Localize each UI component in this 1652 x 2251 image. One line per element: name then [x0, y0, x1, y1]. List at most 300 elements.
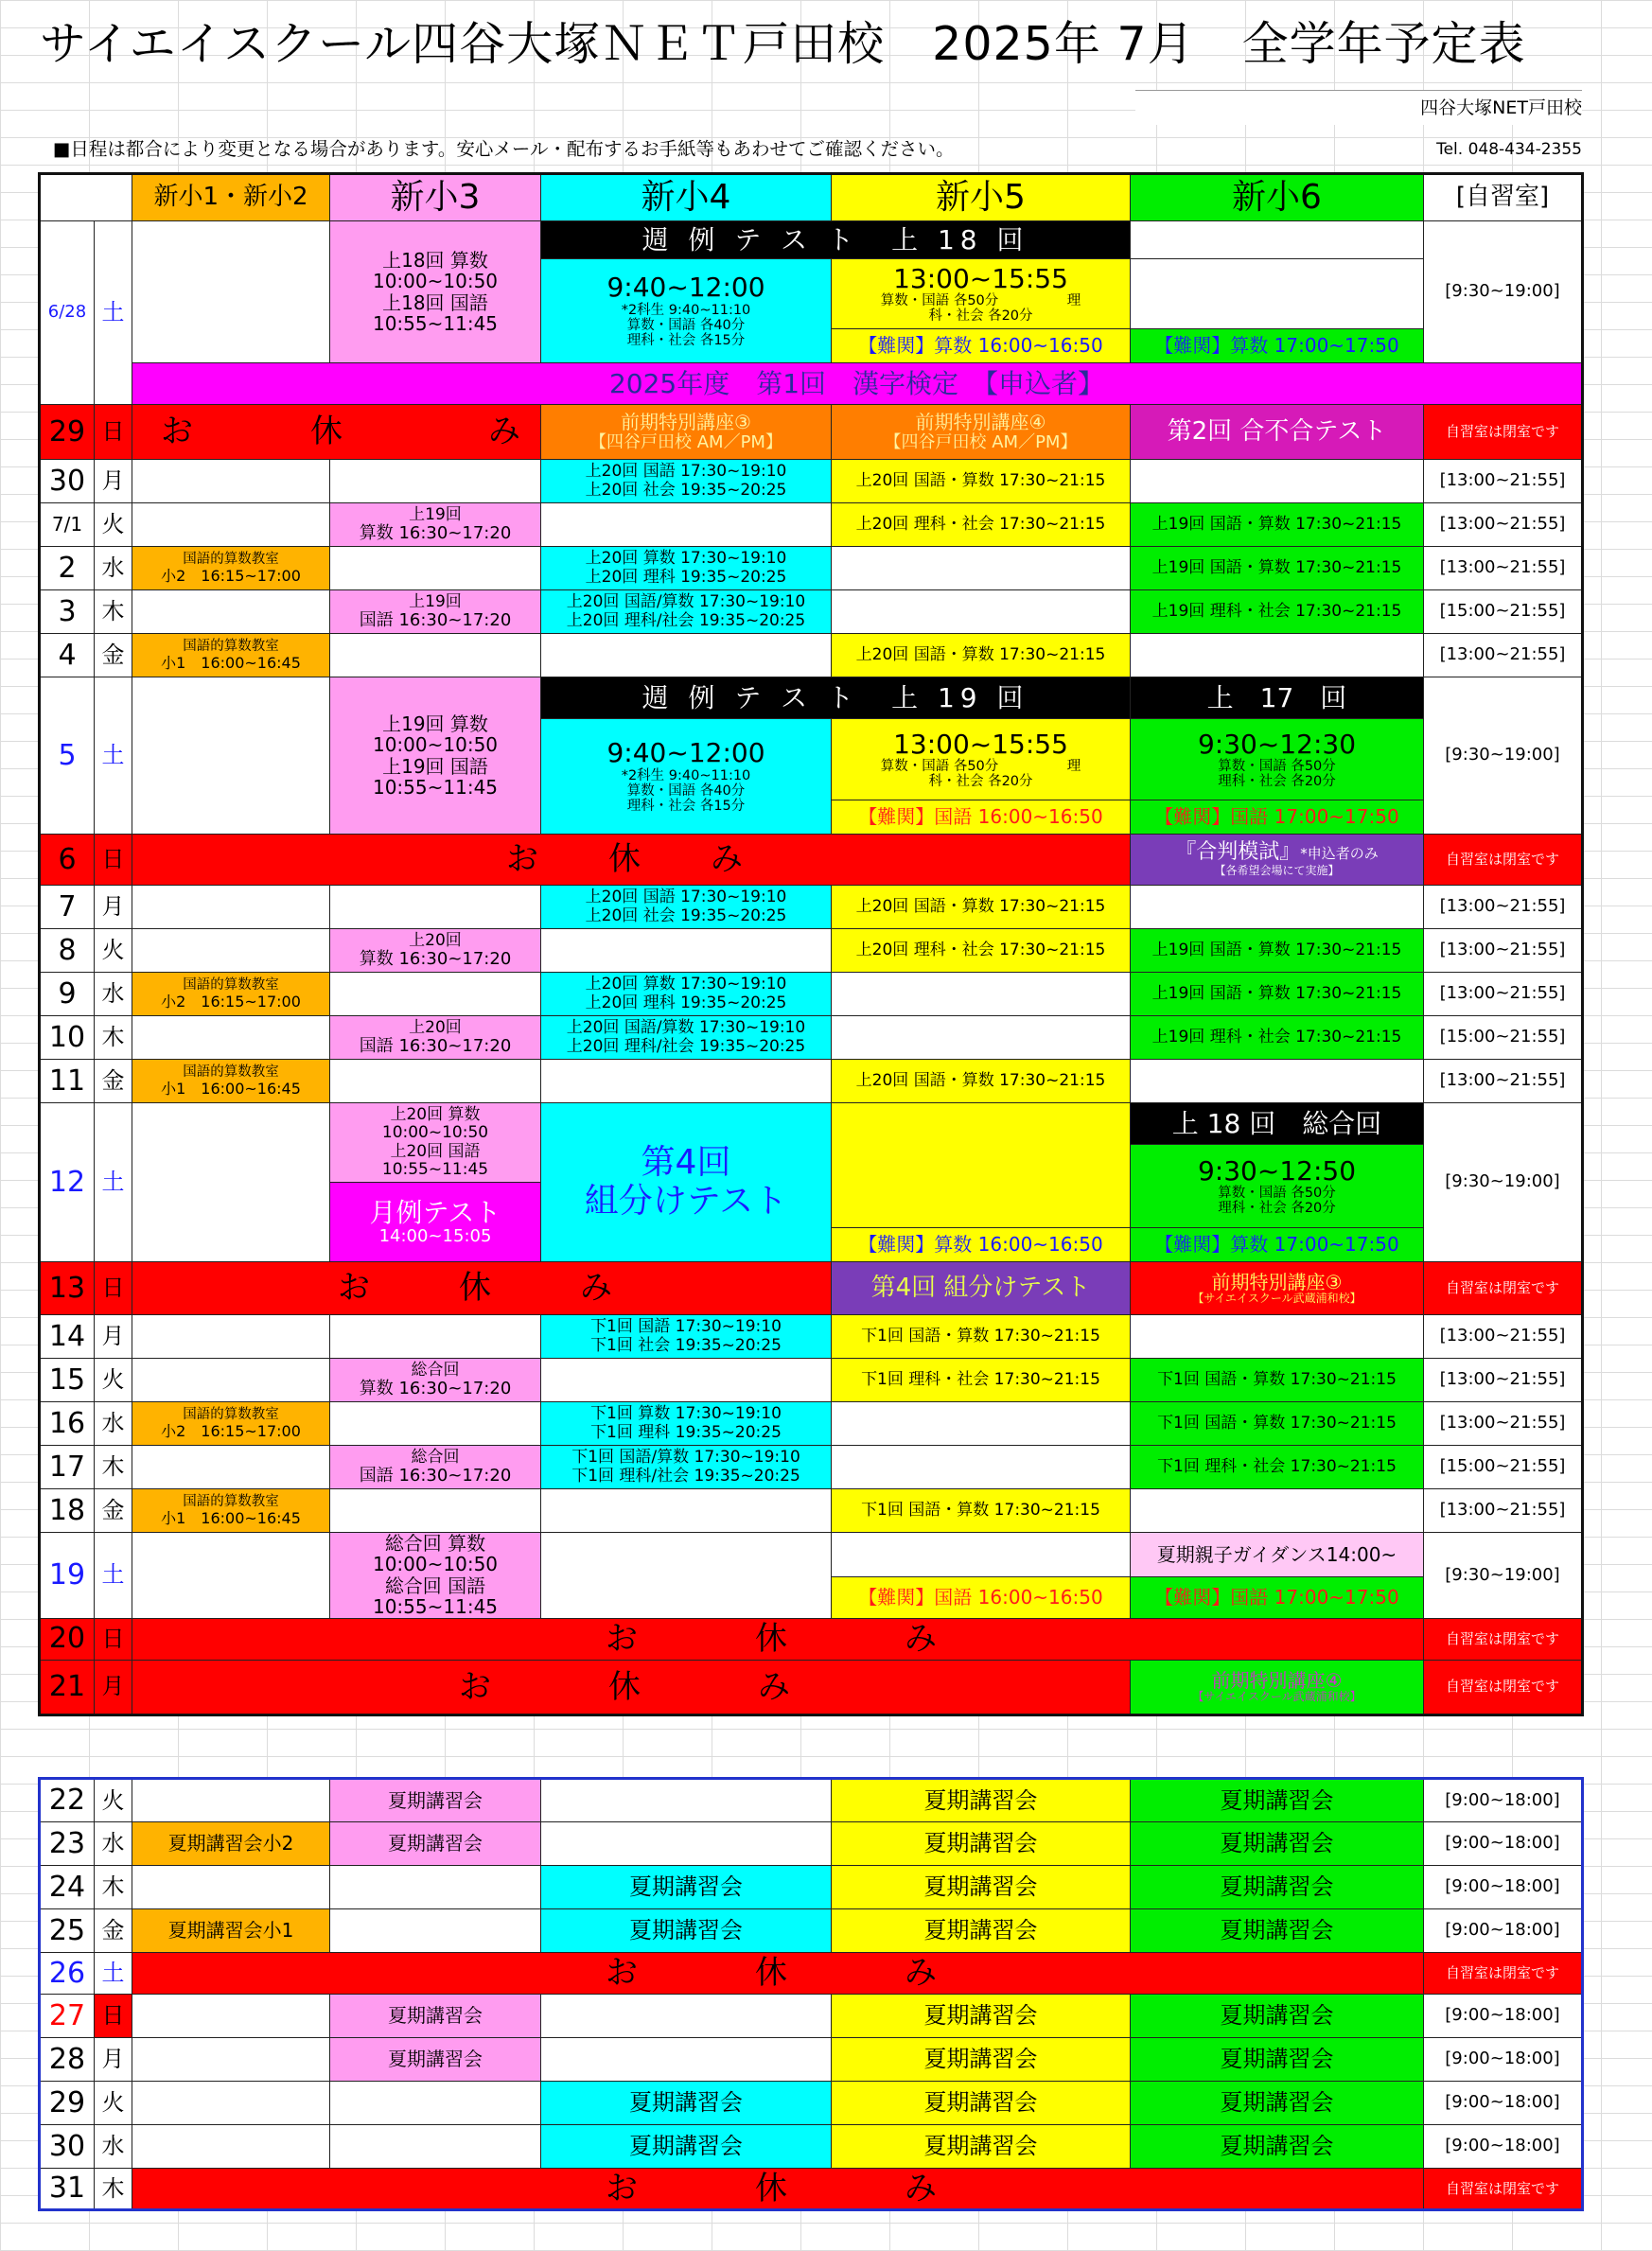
grade4-cell: 夏期講習会 [541, 2082, 832, 2125]
grade4-cell [541, 405, 832, 460]
off-char: 休 [755, 1954, 800, 1993]
date-cell: 6/28 [40, 221, 95, 405]
jishu-cell: [13:00~21:55] [1424, 973, 1583, 1016]
col-jishu: [自習室] [1424, 174, 1583, 221]
grade6-cell: 夏期講習会 [1131, 1995, 1424, 2038]
jishu-cell: [9:30~19:00] [1424, 1103, 1583, 1262]
g4-line: 算数・国語 各40分 [626, 783, 746, 800]
grade6-cell: 夏期講習会 [1131, 2082, 1424, 2125]
grade5-cell [832, 1016, 1131, 1060]
g3-line: 算数 16:30~17:20 [359, 1378, 512, 1398]
date-cell: 7/1 [40, 503, 95, 547]
g4-time: 9:40~12:00 [606, 272, 765, 304]
jishu-cell: [13:00~21:55] [1424, 1315, 1583, 1359]
g3-line: 総合回 算数 [384, 1532, 486, 1555]
grade6-test-title: 上 18 回 総合回 [1131, 1103, 1424, 1145]
date-cell: 4 [40, 634, 95, 677]
grade4-cell [541, 547, 832, 590]
jishu-closed: 自習室は閉室です [1424, 1660, 1583, 1715]
grade5-nankan: 【難関】国語 16:00~16:50 [832, 800, 1131, 835]
grade6-cell [1131, 1262, 1424, 1315]
table-row [40, 1103, 1583, 1145]
grade12-cell [132, 634, 330, 677]
grade12-cell [132, 221, 330, 363]
g4-line: 下1回 算数 17:30~19:10 [590, 1404, 782, 1424]
table-row [40, 973, 1583, 1016]
jishu-cell: [13:00~21:55] [1424, 547, 1583, 590]
table-row [40, 886, 1583, 929]
grade12-cell [132, 1866, 330, 1909]
jishu-cell: [9:00~18:00] [1424, 2125, 1583, 2169]
grade12-cell [132, 1103, 330, 1262]
grade3-cell [330, 634, 541, 677]
grade5-cell [832, 259, 1131, 329]
table-row [40, 2125, 1583, 2169]
day-cell: 土 [95, 1533, 132, 1619]
g12-line: 国語的算数教室 [183, 639, 279, 655]
g4-line: 上20回 算数 17:30~19:10 [585, 975, 787, 994]
g4-line: *2科生 9:40~11:10 [621, 767, 751, 783]
jishu-cell: [13:00~21:55] [1424, 1402, 1583, 1446]
off-char: 休 [608, 1667, 654, 1706]
grade5-cell: 上20回 国語・算数 17:30~21:15 [832, 460, 1131, 503]
grade5-cell: 夏期講習会 [832, 1995, 1131, 2038]
table-row [40, 590, 1583, 634]
schedule-table-summer [38, 1777, 1584, 2211]
grade3-cell [330, 503, 541, 547]
g6-time: 9:30~12:50 [1197, 1154, 1357, 1187]
jishu-cell: [13:00~21:55] [1424, 460, 1583, 503]
table-row [40, 1995, 1583, 2038]
off-char: み [758, 1667, 803, 1706]
g3-line: 上19回 算数 [382, 712, 488, 735]
grade5-cell [832, 547, 1131, 590]
grade4-cell: 夏期講習会 [541, 2125, 832, 2169]
table-row [40, 221, 1583, 259]
date-cell: 23 [40, 1822, 95, 1866]
grade6-nankan: 【難関】算数 17:00~17:50 [1131, 1228, 1424, 1262]
table-row [40, 547, 1583, 590]
grade12-cell [132, 1533, 330, 1619]
grade3-cell [330, 1909, 541, 1953]
grade4-cell [541, 2038, 832, 2082]
holiday-cell [132, 2169, 1424, 2210]
jishu-cell: [13:00~21:55] [1424, 929, 1583, 973]
grade6-cell [1131, 886, 1424, 929]
grade5-cell: 夏期講習会 [832, 1822, 1131, 1866]
g4-line: 算数・国語 各40分 [626, 318, 746, 334]
g3-line: 10:55~11:45 [372, 775, 499, 799]
day-cell: 月 [95, 460, 132, 503]
off-char: お [338, 1269, 383, 1308]
g6-line: 理科・社会 各20分 [1218, 1201, 1336, 1217]
grade12-cell [132, 460, 330, 503]
kanji-test-banner: 2025年度 第1回 漢字検定 【申込者】 [132, 363, 1583, 405]
grade6-cell [1131, 719, 1424, 800]
table-row [40, 1315, 1583, 1359]
g12-line: 国語的算数教室 [183, 977, 279, 994]
grade6-cell [1131, 221, 1424, 259]
day-cell: 月 [95, 1660, 132, 1715]
date-cell: 30 [40, 2125, 95, 2169]
grade6-cell: 夏期講習会 [1131, 1822, 1424, 1866]
grade4-cell [541, 1060, 832, 1103]
grade3-cell: 夏期講習会 [330, 1779, 541, 1822]
day-cell: 火 [95, 503, 132, 547]
grade6-cell [1131, 1660, 1424, 1715]
day-cell: 金 [95, 634, 132, 677]
g5-line: 算数・国語 各50分 理 [880, 292, 1081, 308]
date-cell: 13 [40, 1262, 95, 1315]
jishu-closed: 自習室は閉室です [1424, 2169, 1583, 2210]
grade12-cell [132, 2082, 330, 2125]
grade12-cell [132, 1402, 330, 1446]
grade4-cell [541, 259, 832, 363]
date-cell: 8 [40, 929, 95, 973]
date-cell: 9 [40, 973, 95, 1016]
grade5-cell: 夏期講習会 [832, 2038, 1131, 2082]
grade4-cell [541, 1533, 832, 1619]
day-cell: 日 [95, 1995, 132, 2038]
g4-line: 下1回 社会 19:35~20:25 [590, 1335, 782, 1355]
date-cell: 17 [40, 1446, 95, 1489]
g12-line: 小2 16:15~17:00 [161, 992, 301, 1011]
g3-line: 上19回 国語 [382, 754, 488, 778]
col-grade-5: 新小5 [832, 174, 1131, 221]
jishu-cell: [13:00~21:55] [1424, 503, 1583, 547]
date-cell: 5 [40, 677, 95, 835]
grade5-cell: 夏期講習会 [832, 1866, 1131, 1909]
date-cell: 15 [40, 1359, 95, 1402]
g3-line: 10:00~10:50 [372, 1553, 499, 1576]
telephone: Tel. 048-434-2355 [1436, 140, 1582, 159]
off-char: み [905, 2169, 950, 2207]
off-char: 休 [310, 413, 356, 451]
grade6-cell: 下1回 国語・算数 17:30~21:15 [1131, 1402, 1424, 1446]
day-cell: 月 [95, 2038, 132, 2082]
g4-line: 上20回 理科/社会 19:35~20:25 [566, 1036, 806, 1056]
jishu-cell: [9:00~18:00] [1424, 1866, 1583, 1909]
g6-line: 前期特別講座④ [1211, 1668, 1343, 1692]
grade3-cell: 夏期講習会 [330, 2038, 541, 2082]
day-cell: 日 [95, 405, 132, 460]
grade3-cell [330, 460, 541, 503]
grade3-cell [330, 1866, 541, 1909]
g3-line: 算数 16:30~17:20 [359, 522, 512, 543]
grade4-cell [541, 1489, 832, 1533]
grade6-nankan: 【難関】国語 17:00~17:50 [1131, 1577, 1424, 1618]
grade12-cell [132, 2125, 330, 2169]
grade5-cell: 下1回 国語・算数 17:30~21:15 [832, 1315, 1131, 1359]
off-char: み [905, 1954, 950, 1993]
table-row [40, 405, 1583, 460]
day-cell: 土 [95, 1953, 132, 1995]
grade4-cell [541, 1822, 832, 1866]
g12-line: 国語的算数教室 [183, 1494, 279, 1510]
grade12-cell [132, 590, 330, 634]
table-row [40, 1489, 1583, 1533]
date-cell: 20 [40, 1618, 95, 1660]
grade12-cell: 夏期講習会小1 [132, 1909, 330, 1953]
day-cell: 月 [95, 886, 132, 929]
jishu-closed: 自習室は閉室です [1424, 835, 1583, 886]
g4-line: 理科・社会 各15分 [626, 333, 746, 349]
grade5-nankan: 【難関】算数 16:00~16:50 [832, 329, 1131, 363]
grade4-cell: 夏期講習会 [541, 1909, 832, 1953]
grade5-cell: 夏期講習会 [832, 1909, 1131, 1953]
g3-line: 10:55~11:45 [381, 1159, 489, 1179]
holiday-cell [132, 405, 541, 460]
g4-line: 【四谷戸田校 AM／PM】 [589, 431, 782, 452]
grade5-cell: 下1回 国語・算数 17:30~21:15 [832, 1489, 1131, 1533]
off-char: み [580, 1269, 625, 1308]
table-row [40, 1953, 1583, 1995]
table-row [40, 2038, 1583, 2082]
table-row [40, 1866, 1583, 1909]
grade3-cell [330, 886, 541, 929]
date-cell: 29 [40, 2082, 95, 2125]
g3-line: 上20回 国語 [390, 1141, 481, 1161]
table-row [40, 363, 1583, 405]
grade5-cell [832, 590, 1131, 634]
grade12-cell [132, 886, 330, 929]
grade5-cell: 上20回 国語・算数 17:30~21:15 [832, 1060, 1131, 1103]
g3-line: 国語 16:30~17:20 [359, 1035, 512, 1056]
grade12-cell [132, 1359, 330, 1402]
grade6-cell [1131, 1315, 1424, 1359]
grade12-cell [132, 547, 330, 590]
grade4-cell [541, 634, 832, 677]
grade3-cell [330, 2125, 541, 2169]
g3-line: 総合回 国語 [384, 1574, 486, 1597]
day-cell: 土 [95, 677, 132, 835]
grade4-cell [541, 719, 832, 835]
grade3-cell: 夏期講習会 [330, 1822, 541, 1866]
grade3-cell [330, 1060, 541, 1103]
grade3-cell [330, 590, 541, 634]
grade4-cell [541, 886, 832, 929]
day-cell: 木 [95, 2169, 132, 2210]
grade3-cell [330, 1359, 541, 1402]
g4-line: 上20回 算数 17:30~19:10 [585, 549, 787, 569]
holiday-cell [132, 1618, 1424, 1660]
grade6-cell [1131, 634, 1424, 677]
off-char: お [459, 1667, 504, 1706]
date-cell: 30 [40, 460, 95, 503]
grade5-cell [832, 405, 1131, 460]
day-cell: 火 [95, 1779, 132, 1822]
table-row [40, 2082, 1583, 2125]
grade6-cell: 上19回 理科・社会 17:30~21:15 [1131, 590, 1424, 634]
grade12-cell [132, 973, 330, 1016]
date-cell: 18 [40, 1489, 95, 1533]
day-cell: 水 [95, 1822, 132, 1866]
g5-line: 科・社会 各20分 [928, 774, 1033, 790]
grade5-nankan: 【難関】算数 16:00~16:50 [832, 1228, 1131, 1262]
date-cell: 28 [40, 2038, 95, 2082]
date-cell: 16 [40, 1402, 95, 1446]
table-row [40, 1660, 1583, 1715]
grade6-cell: 夏期親子ガイダンス14:00~ [1131, 1533, 1424, 1577]
col-grade-4: 新小4 [541, 174, 832, 221]
day-cell: 日 [95, 835, 132, 886]
table-row [40, 1016, 1583, 1060]
grade4-cell [541, 1995, 832, 2038]
grade3-test [330, 1183, 541, 1262]
g4-line: 前期特別講座③ [621, 411, 751, 434]
grade4-cell [541, 1446, 832, 1489]
g5-time: 13:00~15:55 [893, 262, 1068, 294]
schedule-table-main [38, 172, 1584, 1716]
grade5-cell: 上20回 理科・社会 17:30~21:15 [832, 929, 1131, 973]
g12-line: 国語的算数教室 [183, 1064, 279, 1081]
day-cell: 土 [95, 221, 132, 405]
date-cell: 14 [40, 1315, 95, 1359]
day-cell: 土 [95, 1103, 132, 1262]
day-cell: 金 [95, 1489, 132, 1533]
grade6-cell: 上19回 国語・算数 17:30~21:15 [1131, 929, 1424, 973]
col-grade-3: 新小3 [330, 174, 541, 221]
g6-title: 『合判模試』 [1175, 840, 1301, 865]
grade12-cell [132, 1060, 330, 1103]
date-cell: 7 [40, 886, 95, 929]
jishu-cell: [13:00~21:55] [1424, 886, 1583, 929]
grade6-cell: 夏期講習会 [1131, 1866, 1424, 1909]
g4-line: 組分けテスト [584, 1181, 788, 1221]
grade12-cell [132, 1489, 330, 1533]
g6-note: *申込者のみ [1300, 845, 1379, 863]
grade6-cell [1131, 1489, 1424, 1533]
jishu-cell: [13:00~21:55] [1424, 634, 1583, 677]
table-row [40, 677, 1583, 719]
grade6-cell: 上19回 国語・算数 17:30~21:15 [1131, 547, 1424, 590]
col-grade-1-2: 新小1・新小2 [132, 174, 330, 221]
g6-line: 【サイエイスクール武蔵浦和校】 [1192, 1291, 1362, 1305]
off-char: お [606, 2169, 651, 2207]
table-row [40, 2169, 1583, 2210]
holiday-cell [132, 1953, 1424, 1995]
g6-line: 理科・社会 各20分 [1218, 774, 1336, 790]
jishu-closed: 自習室は閉室です [1424, 1618, 1583, 1660]
grade12-cell [132, 1995, 330, 2038]
grade5-cell: 下1回 理科・社会 17:30~21:15 [832, 1359, 1131, 1402]
day-cell: 水 [95, 1402, 132, 1446]
jishu-cell: [9:30~19:00] [1424, 677, 1583, 835]
date-cell: 31 [40, 2169, 95, 2210]
g4-line: 上20回 国語 17:30~19:10 [585, 462, 787, 482]
date-cell: 21 [40, 1660, 95, 1715]
g4-line: 上20回 国語/算数 17:30~19:10 [566, 592, 806, 612]
table-row [40, 460, 1583, 503]
jishu-cell: [9:00~18:00] [1424, 1909, 1583, 1953]
jishu-cell: [9:00~18:00] [1424, 1822, 1583, 1866]
grade3-cell [330, 973, 541, 1016]
day-cell: 水 [95, 547, 132, 590]
g5-time: 13:00~15:55 [893, 728, 1068, 760]
table-row [40, 1909, 1583, 1953]
jishu-cell: [9:30~19:00] [1424, 221, 1583, 363]
grade5-cell [832, 1446, 1131, 1489]
grade3-cell [330, 547, 541, 590]
g6-line: 算数・国語 各50分 [1218, 758, 1336, 774]
g3-line: 上18回 国語 [382, 290, 488, 314]
jishu-cell: [13:00~21:55] [1424, 1060, 1583, 1103]
g3-line: 10:00~10:50 [372, 733, 499, 757]
off-char: お [606, 1954, 651, 1993]
g12-line: 小2 16:15~17:00 [161, 566, 301, 585]
date-cell: 22 [40, 1779, 95, 1822]
date-cell: 19 [40, 1533, 95, 1619]
grade3-cell [330, 1103, 541, 1183]
g12-line: 小2 16:15~17:00 [161, 1421, 301, 1440]
g4-line: 上20回 国語 17:30~19:10 [585, 888, 787, 907]
grade4-cell [541, 1016, 832, 1060]
date-cell: 6 [40, 835, 95, 886]
off-char: 休 [608, 840, 654, 879]
grade6-cell [1131, 1060, 1424, 1103]
grade4-cell [541, 1359, 832, 1402]
grade5-cell [832, 973, 1131, 1016]
day-cell: 水 [95, 973, 132, 1016]
grade4-cell [541, 1779, 832, 1822]
grade6-cell [1131, 1145, 1424, 1228]
g5-line: 前期特別講座④ [915, 411, 1046, 434]
grade12-cell [132, 1446, 330, 1489]
grade3-cell [330, 1489, 541, 1533]
jishu-cell: [13:00~21:55] [1424, 1489, 1583, 1533]
grade3-cell: 夏期講習会 [330, 1995, 541, 2038]
grade12-cell: 夏期講習会小2 [132, 1822, 330, 1866]
g4-line: 下1回 国語/算数 17:30~19:10 [571, 1448, 800, 1468]
g12-line: 小1 16:00~16:45 [161, 1508, 301, 1527]
off-char: 休 [755, 2169, 800, 2207]
day-cell: 日 [95, 1262, 132, 1315]
grade12-cell [132, 677, 330, 835]
grade3-cell [330, 1533, 541, 1619]
table-row [40, 503, 1583, 547]
grade4-cell [541, 1315, 832, 1359]
off-char: 休 [459, 1269, 504, 1308]
g5-line: 算数・国語 各50分 理 [880, 758, 1081, 774]
g4-line: 下1回 国語 17:30~19:10 [590, 1317, 782, 1337]
jishu-cell: [9:30~19:00] [1424, 1533, 1583, 1619]
g4-line: 上20回 理科/社会 19:35~20:25 [566, 610, 806, 630]
g3-line: 国語 16:30~17:20 [359, 609, 512, 630]
off-char: お [606, 1620, 651, 1659]
grade5-cell [832, 719, 1131, 800]
g3-line: 上19回 [409, 504, 462, 524]
grade3-cell [330, 677, 541, 835]
grade3-cell [330, 1446, 541, 1489]
g12-line: 国語的算数教室 [183, 1407, 279, 1423]
table-row [40, 1779, 1583, 1822]
grade3-cell [330, 1016, 541, 1060]
date-cell: 29 [40, 405, 95, 460]
weekly-test-title: 週 例 テ ス ト 上 18 回 [541, 221, 1131, 259]
off-char: お [161, 413, 206, 451]
g6-sub: 【各希望会場にて実施】 [1214, 864, 1340, 878]
grade3-cell [330, 1315, 541, 1359]
schedule-note: ■日程は都合により変更となる場合があります。安心メール・配布するお手紙等もあわせてご確認ください。 [53, 138, 955, 160]
grade5-cell [832, 1533, 1131, 1577]
g4-line: 下1回 理科 19:35~20:25 [590, 1422, 782, 1442]
grade3-cell [330, 1402, 541, 1446]
g3-test-time: 14:00~15:05 [378, 1226, 492, 1247]
g12-line: 小1 16:00~16:45 [161, 653, 301, 672]
grade6-cell: 夏期講習会 [1131, 2125, 1424, 2169]
grade4-cell [541, 460, 832, 503]
g3-line: 上20回 算数 [390, 1105, 481, 1125]
